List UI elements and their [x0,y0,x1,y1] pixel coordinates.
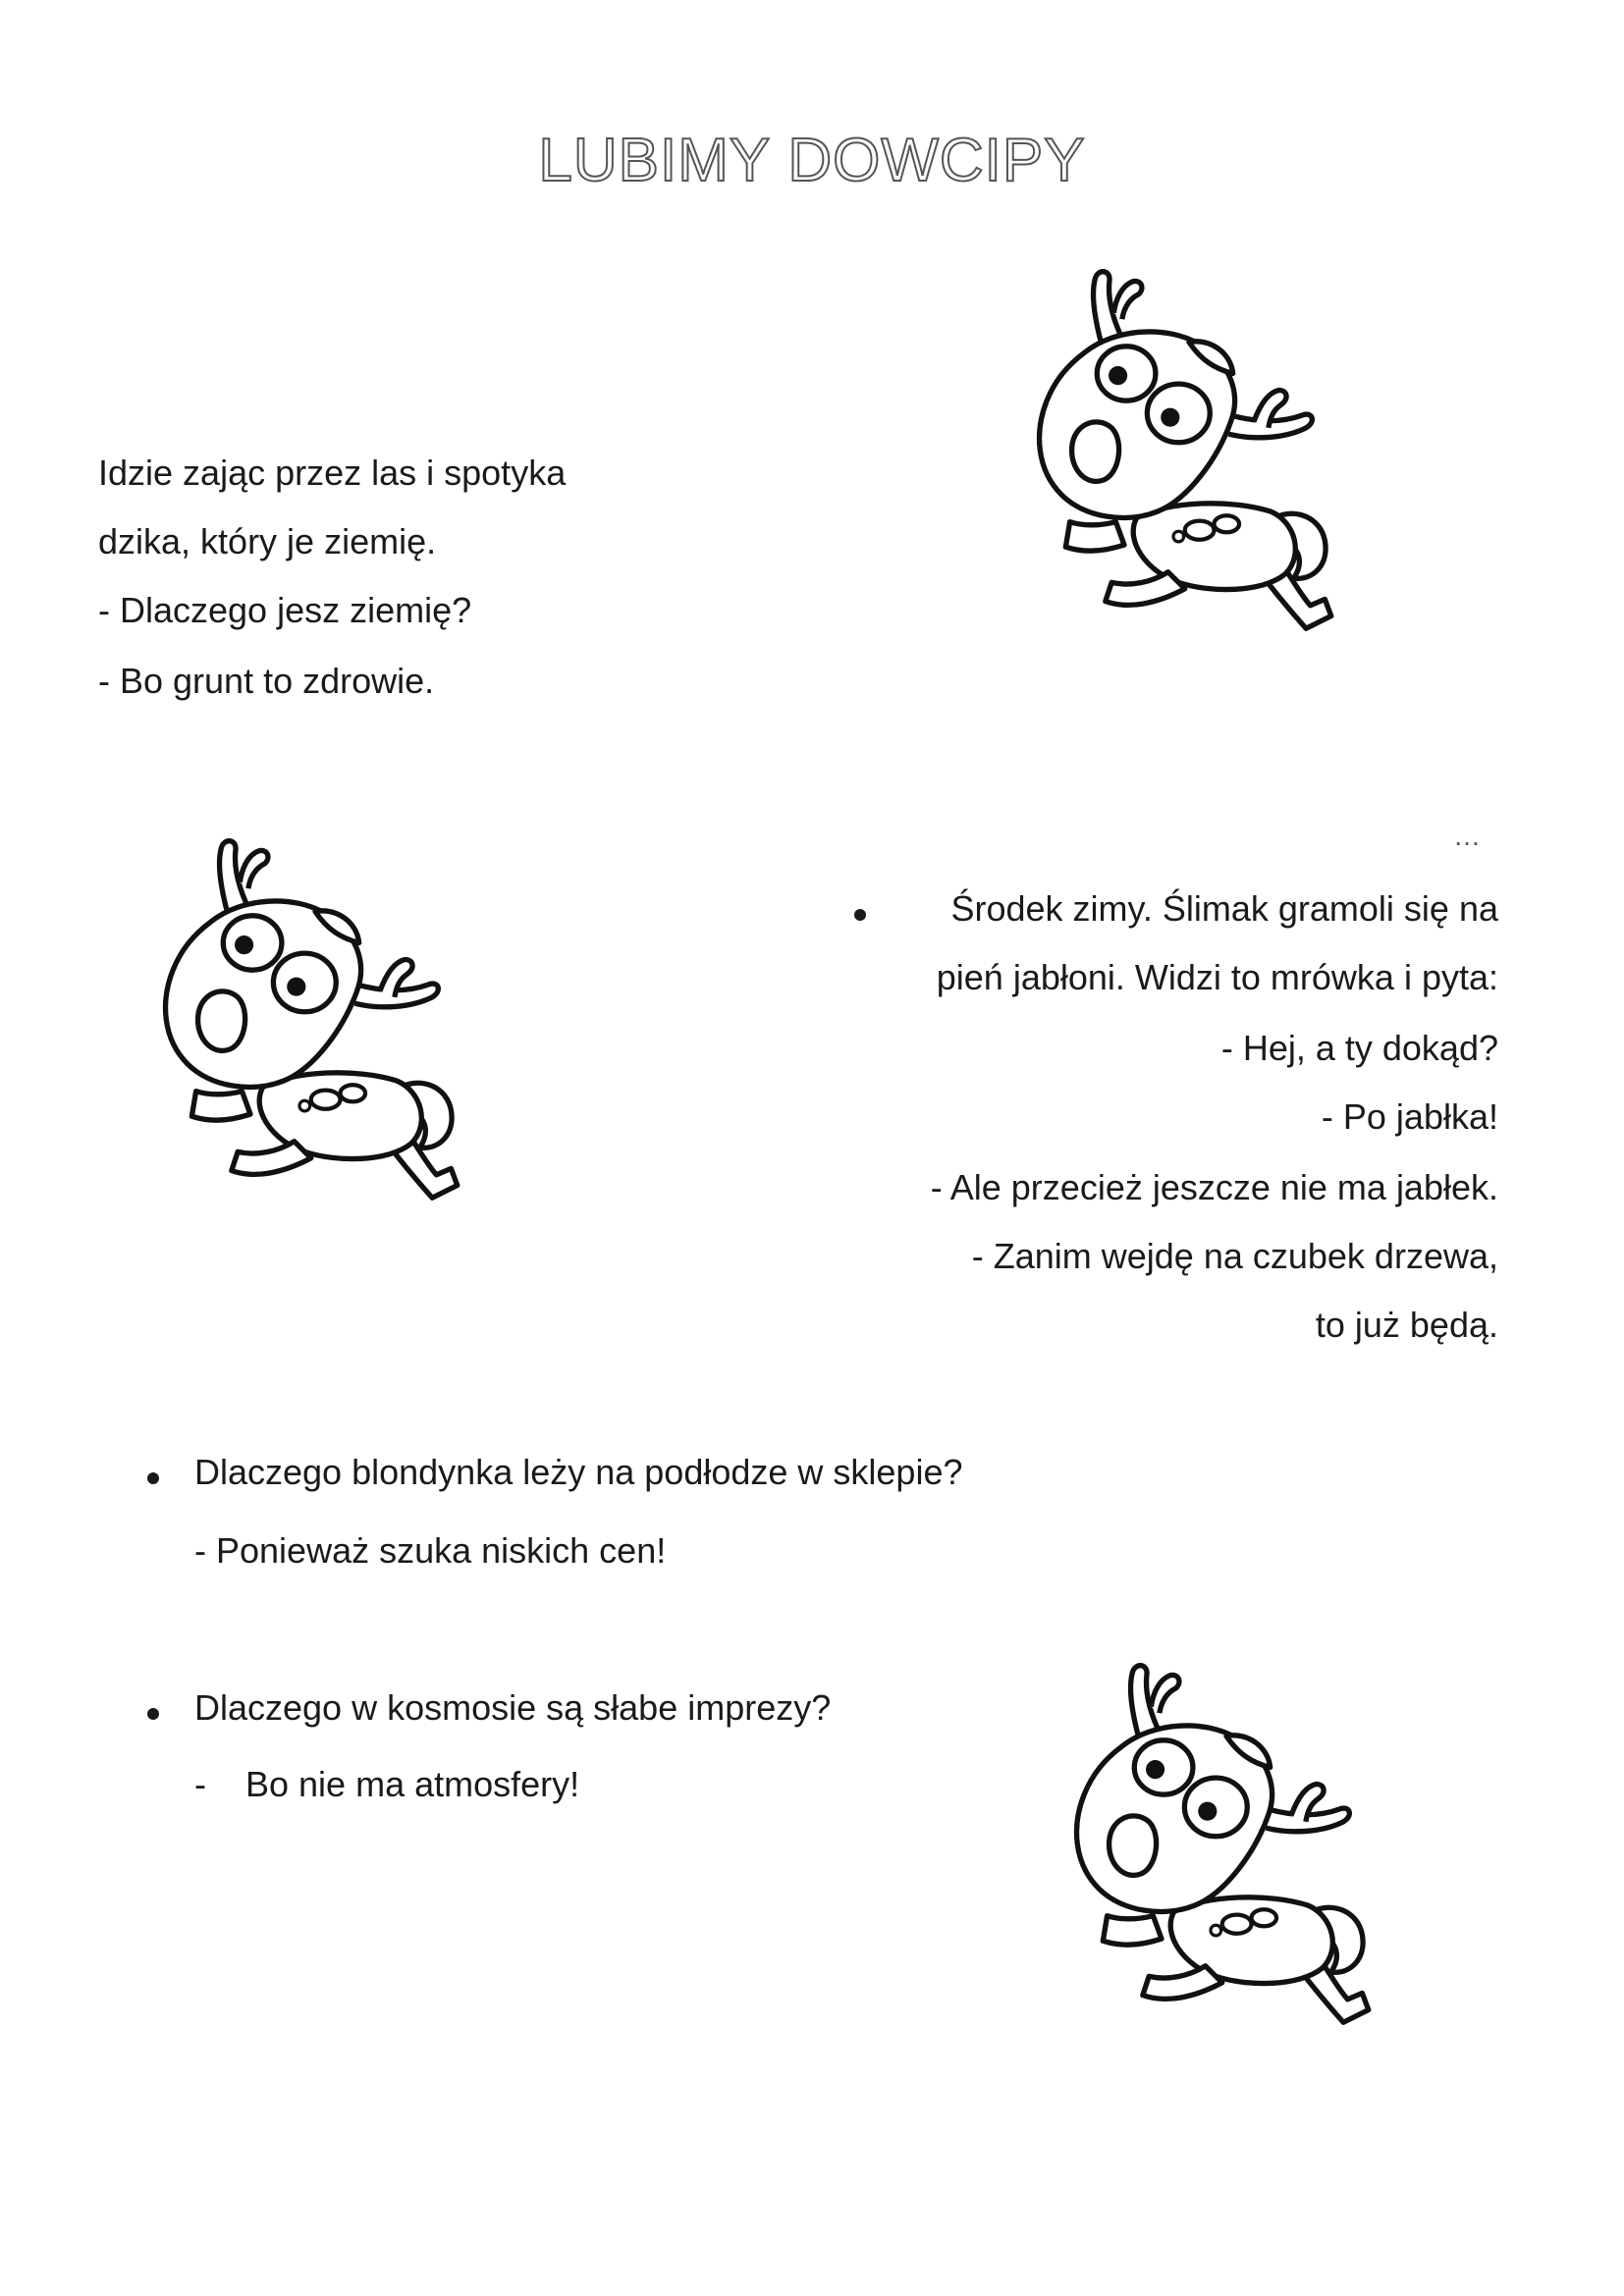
reindeer-icon [137,805,461,1227]
joke2-line-3: - Hej, a ty dokąd? [1220,1028,1498,1068]
bullet-icon [854,909,866,921]
bullet-icon [147,1472,159,1484]
joke1-line-4: - Bo grunt to zdrowie. [98,661,435,701]
joke1-line-2: dzika, który je ziemię. [98,521,437,561]
joke2-line-1: Środek zimy. Ślimak gramoli się na [950,888,1498,929]
joke3-question: Dlaczego blondynka leży na podłodze w sklepie? [194,1452,963,1492]
joke2-line-5: - Ale przecież jeszcze nie ma jabłek. [930,1167,1498,1207]
joke4-question: Dlaczego w kosmosie są słabe imprezy? [194,1687,832,1728]
joke2-line-4: - Po jabłka! [1321,1096,1498,1137]
bullet-icon [147,1708,159,1720]
joke1-line-1: Idzie zając przez las i spotyka [98,453,567,493]
joke2-line-2: pień jabłoni. Widzi to mrówka i pyta: [936,957,1498,997]
reindeer-icon [1049,1629,1373,2052]
reindeer-icon [1011,236,1335,658]
joke3-answer: - Ponieważ szuka niskich cen! [194,1530,667,1571]
joke2-line-6: - Zanim wejdę na czubek drzewa, [971,1236,1498,1276]
joke2-line-7: to już będą. [1315,1305,1498,1345]
joke4-dash: - [194,1764,206,1804]
joke4-answer: Bo nie ma atmosfery! [245,1764,580,1804]
page-title: LUBIMY DOWCIPY [538,127,1086,194]
joke1-line-3: - Dlaczego jesz ziemię? [98,590,472,630]
ellipsis-text: … [1453,821,1481,851]
